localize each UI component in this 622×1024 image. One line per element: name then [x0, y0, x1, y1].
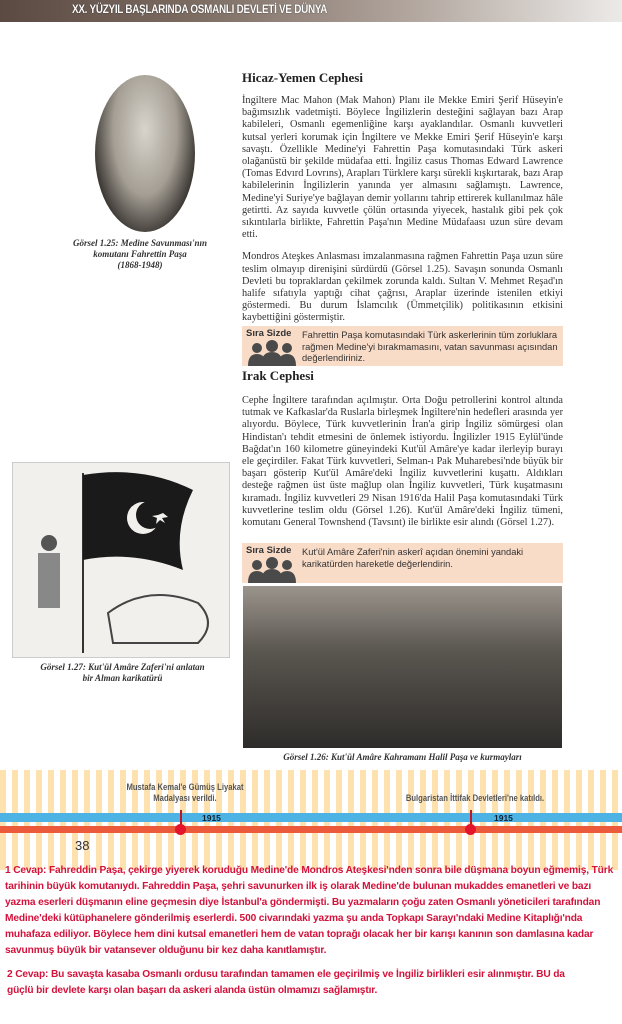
- event-line: Madalyası verildi.: [153, 793, 217, 803]
- paragraph: Cephe İngiltere tarafından açılmıştır. Orta Doğu petrollerini kontrol altında tutmak ve Kafkaslar'da Ruslarla birleşmek İngiltere'nin hedefleri arasında yer alıyordu. Böylece, Türk kuvvetlerinin İran'a girip İngiliz sömürgesi olan Hindistan'ı tehdit etmesini de önlemek istiyordu. İngilizler 1915 Eylül'ünde Bağdat'ın 160 kilometre güneyindeki Kut'ül Amâre'ye kadar ilerleyip burayı ele geçirdiler. Fakat Türk kuvvetleri, Selman-ı Pak Muharebesi'nde büyük bir başarı gösterip Kut'ül Amâre'deki İngiliz kuvvetlerini kuşattı. Aldıkları desteğe rağmen üst üste mağlup olan İngiliz kuvvetleri, Türk kuşatmasını kıramadı. İngiliz kuvvetleri 29 Nisan 1916'da Halil Paşa komutasındaki Türk kuvvetlerine teslim oldu (Görsel 1.26). Kut'ül Amâre'deki İngiliz tümeni, komutanı General Townshend (Tavsınt) ile birlikte esir alındı (Görsel 1.27).: [242, 395, 563, 529]
- irak-section: [242, 368, 563, 529]
- chapter-header: [0, 0, 622, 22]
- page-number: 38: [75, 838, 90, 853]
- section-title: Hicaz-Yemen Cephesi: [242, 70, 363, 85]
- halil-pasa-photo: [243, 586, 562, 748]
- people-icon: [248, 340, 296, 366]
- paragraph: İngiltere Mac Mahon (Mak Mahon) Planı ile Mekke Emiri Şerif Hüseyin'e bağımsızlık vadetmişti. Böylece İngilizlerin desteğini sağlayan bazı Arap kabileleri, Osmanlı egemenliğine karşı ayaklandılar. Osmanlı kuvvetleri kutsal yerleri korumak için İngiltere ve Mekke Emiri Şerif Hüseyin'e karşı savaştı. Özellikle Medine'yi Fahrettin Paşa komutasındaki Türk askeri olağanüstü bir şekilde müdafaa etti. İngiliz casus Thomas Edward Lawrence (Tomas Edvırd Lovrıns), Arapları Türklere karşı sürekli kışkırtarak, bazı Arap kabilelerinin İngilizlerin yanında yer almasını sağlamıştı. Lawrence, Medine'yi Suriye'ye bağlayan demir yollarını tahrip ettirerek kullanılmaz hâle getirtti. Az sayıda kuvvetle çölün ortasında yiyecek, hastalık gibi pek çok sıkıntılarla birlikte, Fahrettin Paşa'nın Medine Müdafaası uzun süre devam etti.: [242, 95, 563, 241]
- sira-sizde-text: Kut'ül Amâre Zaferi'nin askerî açıdan önemini yandaki karikatürden hareketle değerlendirin.: [302, 547, 524, 569]
- timeline-year: 1915: [202, 813, 221, 823]
- timeline-dot: [465, 824, 476, 835]
- german-cartoon-image: [12, 462, 230, 658]
- chapter-title: XX. YÜZYIL BAŞLARINDA OSMANLI DEVLETİ VE DÜNYA: [72, 4, 328, 16]
- caption-line: bir Alman karikatürü: [82, 673, 163, 683]
- sira-sizde-label: Sıra Sizde: [246, 328, 292, 339]
- timeline-event-text: Bulgaristan İttifak Devletleri'ne katıldı.: [405, 793, 545, 803]
- answer-1: 1 Cevap: Fahreddin Paşa, çekirge yiyerek koruduğu Medine'de Mondros Ateşkesi'nden sonra bile düşmana boyun eğmemiş, Türk tarihinin büyük komutanıydı. Fahreddin Paşa, şehri savunurken ilk iş olarak Medine'de bulunan mukaddes emanetleri ve bazı yazma eserleri düşmanın eline geçmesin diye İstanbul'a göndermişti. Bu yazmaların çoğu zaten Osmanlı yöneticileri tarafından Medine'deki kütüphanelere gönderilmiş eserlerdi. 500 civarındaki yazma şu anda Topkapı Sarayı'ndaki Medine Kitaplığı'nda muhafaza ediliyor. Böylece hem dini kutsal emanetleri hem de vatan toprağı olacak her bir karışı kanının son damlasına kadar savunmuş büyük bir vatansever olduğunu bir kez daha kanıtlamıştır.: [5, 865, 614, 956]
- caption-line: Görsel 1.27: Kut'ül Amâre Zaferi'ni anlatan: [40, 662, 205, 672]
- people-icon: [248, 557, 296, 583]
- paragraph: Mondros Ateşkes Anlasması imzalanmasına rağmen Fahrettin Paşa uzun süre teslim olmayıp direnişini sürdürdü (Görsel 1.25). Savaşın sonunda Osmanlı Devleti bu topraklardan çekilmek zorunda kaldı. Sultan V. Mehmet Reşad'ın halife sıfatıyla yaptığı cihat çağrısı, Araplar üzerinde istenilen etkiyi göstermedi. Bu durum İslamcılık (Ümmetçilik) politikasının etkisini kaybettiğini göstermiştir.: [242, 251, 563, 324]
- event-line: Mustafa Kemal'e Gümüş Liyakat: [126, 782, 244, 792]
- timeline-year: 1915: [494, 813, 513, 823]
- fahrettin-pasa-portrait: [95, 75, 195, 232]
- timeline-event-text: [113, 782, 258, 804]
- sira-sizde-box: [242, 326, 563, 366]
- figure-1-25-caption: [45, 238, 235, 271]
- section-title: Irak Cephesi: [242, 368, 314, 383]
- sira-sizde-label: Sıra Sizde: [246, 545, 292, 556]
- timeline-year-bar: [0, 813, 622, 822]
- figure-1-27-caption: [20, 662, 225, 684]
- caption-line: komutanı Fahrettin Paşa: [93, 249, 187, 259]
- timeline-line: [0, 826, 622, 833]
- hicaz-section: [242, 70, 563, 325]
- caption-line: (1868-1948): [117, 260, 163, 270]
- sira-sizde-text: Fahrettin Paşa komutasındaki Türk askerlerinin tüm zorluklara rağmen Medine'yi bırakmamasını, vatan savunması açısından değerlendiriniz.: [302, 330, 558, 363]
- cartoon-drawing: [13, 463, 231, 659]
- sira-sizde-box: [242, 543, 563, 583]
- figure-1-26-caption: Görsel 1.26: Kut'ül Amâre Kahramanı Halil Paşa ve kurmayları: [283, 752, 522, 762]
- answer-2: 2 Cevap: Bu savaşta kasaba Osmanlı ordusu tarafından tamamen ele geçirilmiş ve İngiliz birlikleri esir alınmıştır. BU da güçlü bir devlete karşı olan başarı da askeri alanda üstün olmamızı sağlamıştır.: [7, 969, 565, 996]
- caption-line: Görsel 1.25: Medine Savunması'nın: [72, 238, 208, 248]
- timeline-dot: [175, 824, 186, 835]
